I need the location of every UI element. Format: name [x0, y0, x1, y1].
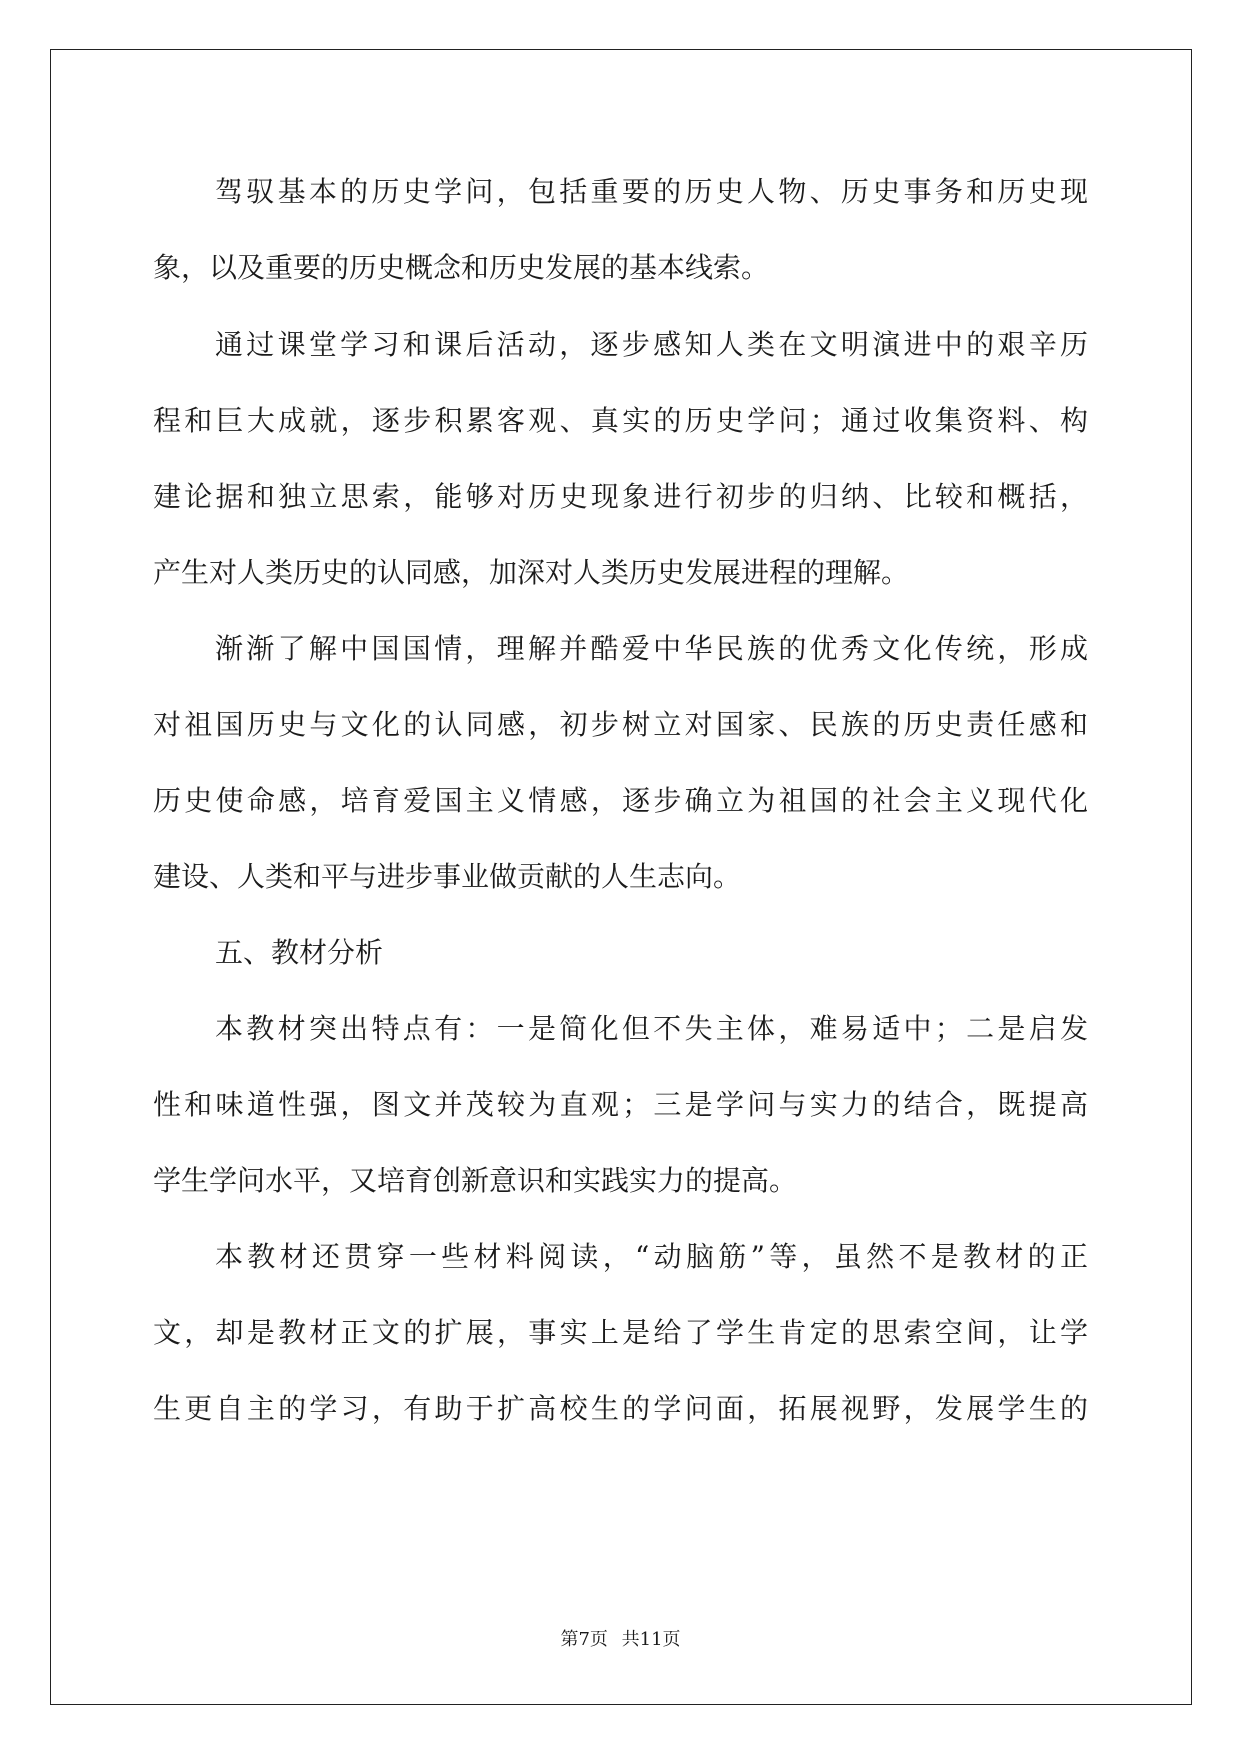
paragraph-line: 性和味道性强，图文并茂较为直观；三是学问与实力的结合，既提高	[153, 1088, 1088, 1121]
paragraph-line: 历史使命感，培育爱国主义情感，逐步确立为祖国的社会主义现代化	[153, 784, 1088, 817]
paragraph-line: 本教材还贯穿一些材料阅读，“动脑筋”等，虽然不是教材的正	[215, 1240, 1088, 1273]
section-heading: 五、教材分析	[215, 936, 384, 969]
paragraph-line: 驾驭基本的历史学问，包括重要的历史人物、历史事务和历史现	[215, 175, 1088, 208]
paragraph-line: 通过课堂学习和课后活动，逐步感知人类在文明演进中的艰辛历	[215, 328, 1088, 361]
paragraph-line: 产生对人类历史的认同感，加深对人类历史发展进程的理解。	[153, 556, 910, 589]
page-number: 第7页	[560, 1629, 608, 1650]
paragraph-line: 象，以及重要的历史概念和历史发展的基本线索。	[153, 251, 770, 284]
paragraph-line: 建论据和独立思索，能够对历史现象进行初步的归纳、比较和概括，	[153, 480, 1088, 513]
paragraph-line: 程和巨大成就，逐步积累客观、真实的历史学问；通过收集资料、构	[153, 404, 1088, 437]
paragraph-line: 生更自主的学习，有助于扩高校生的学问面，拓展视野，发展学生的	[153, 1392, 1088, 1425]
paragraph-line: 渐渐了解中国国情，理解并酷爱中华民族的优秀文化传统，形成	[215, 632, 1088, 665]
page-total: 共11页	[621, 1629, 681, 1650]
paragraph-line: 文，却是教材正文的扩展，事实上是给了学生肯定的思索空间，让学	[153, 1316, 1088, 1349]
paragraph-line: 对祖国历史与文化的认同感，初步树立对国家、民族的历史责任感和	[153, 708, 1088, 741]
paragraph-line: 本教材突出特点有：一是简化但不失主体，难易适中；二是启发	[215, 1012, 1088, 1045]
paragraph-line: 学生学问水平，又培育创新意识和实践实力的提高。	[153, 1164, 798, 1197]
page-footer	[0, 1628, 1241, 1652]
paragraph-line: 建设、人类和平与进步事业做贡献的人生志向。	[153, 860, 742, 893]
